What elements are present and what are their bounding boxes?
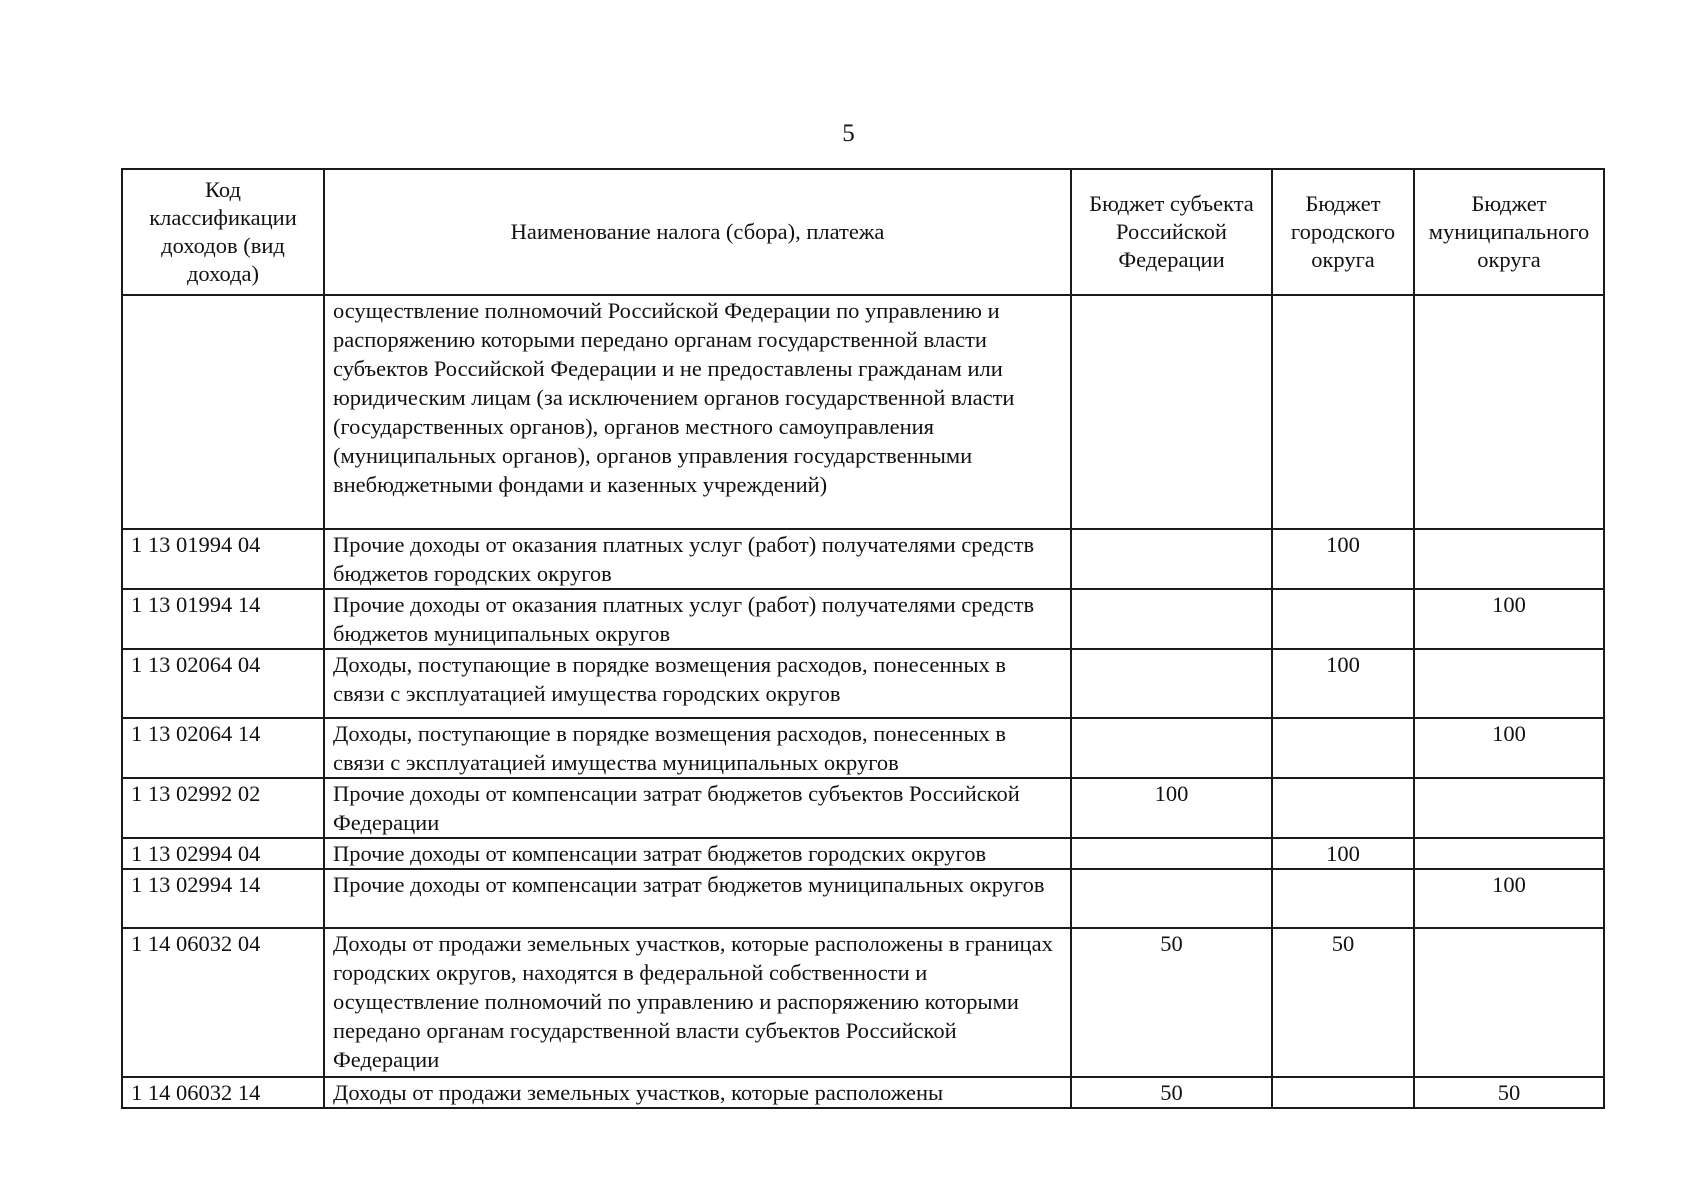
revenue-classification-table (121, 168, 1605, 1109)
cell-municipal-share: 100 (1414, 718, 1604, 778)
cell-city-share (1272, 778, 1414, 838)
header-name: Наименование налога (сбора), платежа (324, 169, 1071, 295)
cell-code: 1 13 02994 14 (122, 869, 324, 928)
cell-code: 1 13 02064 04 (122, 649, 324, 718)
cell-municipal-share (1414, 295, 1604, 529)
cell-name: Прочие доходы от компенсации затрат бюджетов городских округов (324, 838, 1071, 869)
cell-city-share (1272, 718, 1414, 778)
header-subject-budget: Бюджет субъекта Российской Федерации (1071, 169, 1272, 295)
cell-code: 1 13 02064 14 (122, 718, 324, 778)
cell-city-share (1272, 589, 1414, 649)
cell-municipal-share: 100 (1414, 589, 1604, 649)
cell-subject-share (1071, 869, 1272, 928)
cell-name: Доходы, поступающие в порядке возмещения расходов, понесенных в связи с эксплуатацией имущества городских округов (324, 649, 1071, 718)
cell-code: 1 14 06032 04 (122, 928, 324, 1077)
cell-city-share: 100 (1272, 529, 1414, 589)
cell-municipal-share (1414, 778, 1604, 838)
cell-municipal-share: 50 (1414, 1077, 1604, 1108)
cell-code: 1 13 02994 04 (122, 838, 324, 869)
cell-city-share: 100 (1272, 649, 1414, 718)
cell-city-share: 100 (1272, 838, 1414, 869)
cell-code: 1 13 01994 04 (122, 529, 324, 589)
cell-code: 1 13 02992 02 (122, 778, 324, 838)
header-city-budget: Бюджет городского округа (1272, 169, 1414, 295)
cell-city-share: 50 (1272, 928, 1414, 1077)
table-row (122, 928, 1604, 1077)
cell-code: 1 13 01994 14 (122, 589, 324, 649)
cell-code: 1 14 06032 14 (122, 1077, 324, 1108)
cell-municipal-share (1414, 649, 1604, 718)
cell-subject-share (1071, 295, 1272, 529)
cell-subject-share (1071, 529, 1272, 589)
cell-name: Доходы от продажи земельных участков, которые расположены (324, 1077, 1071, 1108)
cell-name: Прочие доходы от оказания платных услуг (работ) получателями средств бюджетов городских округов (324, 529, 1071, 589)
cell-municipal-share (1414, 838, 1604, 869)
table-row (122, 869, 1604, 928)
cell-municipal-share: 100 (1414, 869, 1604, 928)
cell-name: Доходы от продажи земельных участков, которые расположены в границах городских округов, находятся в федеральной собственности и осуществление полномочий по управлению и распоряжению которыми передано органам государственной власти субъектов Российской Федерации (324, 928, 1071, 1077)
cell-subject-share (1071, 838, 1272, 869)
cell-subject-share: 50 (1071, 928, 1272, 1077)
cell-subject-share (1071, 649, 1272, 718)
cell-municipal-share (1414, 529, 1604, 589)
table-row (122, 838, 1604, 869)
cell-subject-share (1071, 589, 1272, 649)
table-row (122, 649, 1604, 718)
table-row (122, 529, 1604, 589)
cell-city-share (1272, 295, 1414, 529)
cell-city-share (1272, 1077, 1414, 1108)
cell-municipal-share (1414, 928, 1604, 1077)
cell-subject-share: 50 (1071, 1077, 1272, 1108)
cell-name: Прочие доходы от компенсации затрат бюджетов муниципальных округов (324, 869, 1071, 928)
table-row (122, 295, 1604, 529)
header-code: Код классификации доходов (вид дохода) (122, 169, 324, 295)
cell-name: осуществление полномочий Российской Федерации по управлению и распоряжению которыми передано органам государственной власти субъектов Российской Федерации и не предоставлены гражданам или юридическим лицам (за исключением органов государственной власти (государственных органов), органов местного самоуправления (муниципальных органов), органов управления государственными внебюджетными фондами и казенных учреждений) (324, 295, 1071, 529)
cell-city-share (1272, 869, 1414, 928)
cell-code (122, 295, 324, 529)
table-header-row (122, 169, 1604, 295)
cell-subject-share: 100 (1071, 778, 1272, 838)
cell-name: Доходы, поступающие в порядке возмещения расходов, понесенных в связи с эксплуатацией имущества муниципальных округов (324, 718, 1071, 778)
table-row (122, 778, 1604, 838)
cell-name: Прочие доходы от компенсации затрат бюджетов субъектов Российской Федерации (324, 778, 1071, 838)
table-row (122, 718, 1604, 778)
table-row (122, 1077, 1604, 1108)
cell-subject-share (1071, 718, 1272, 778)
page-number: 5 (842, 120, 855, 147)
cell-name: Прочие доходы от оказания платных услуг (работ) получателями средств бюджетов муниципальных округов (324, 589, 1071, 649)
header-municipal-budget: Бюджет муниципального округа (1414, 169, 1604, 295)
table-row (122, 589, 1604, 649)
